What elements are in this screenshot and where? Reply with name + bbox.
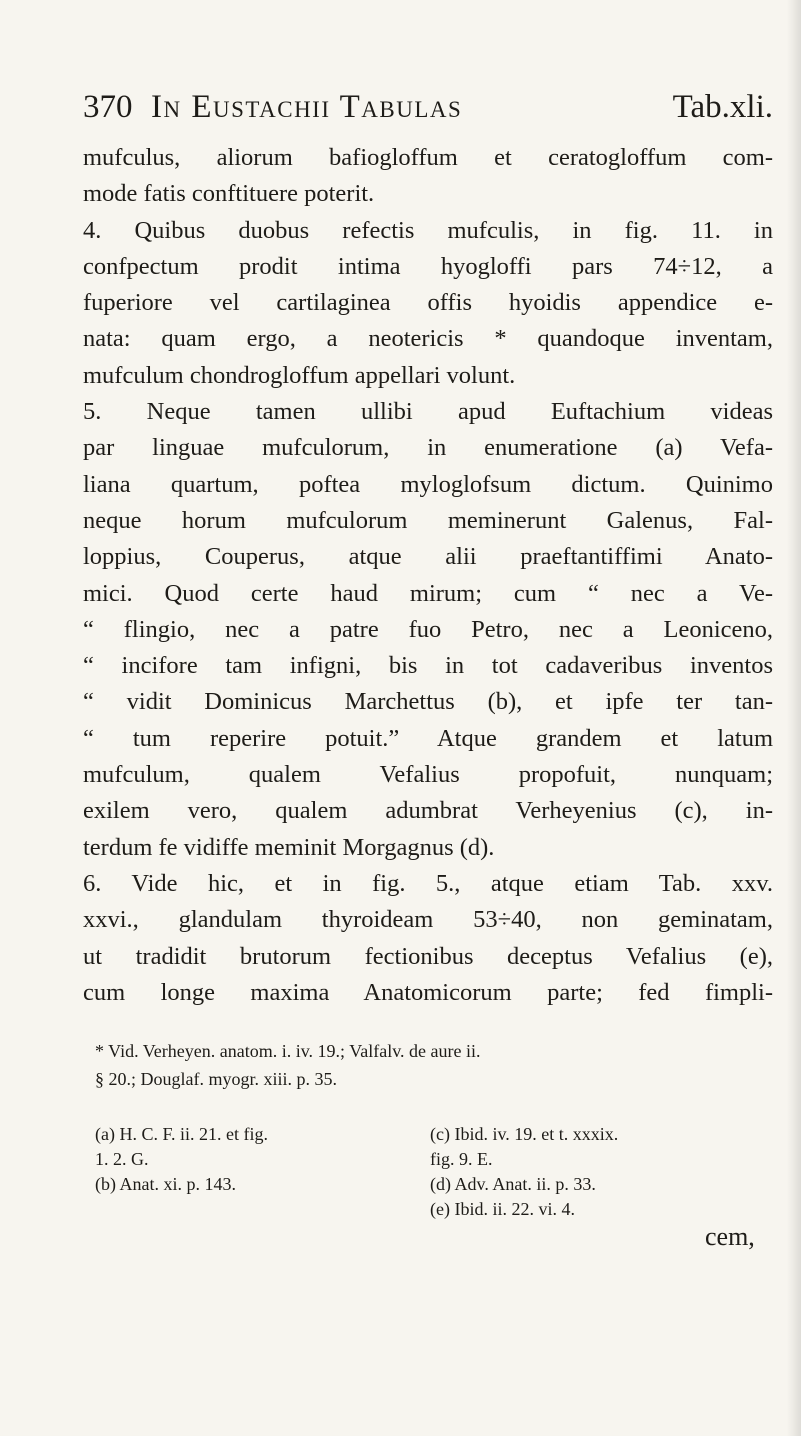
reference-line: (c) Ibid. iv. 19. et t. xxxix.	[430, 1124, 619, 1144]
text-line: mici. Quod certe haud mirum; cum “ nec a Ve-	[83, 579, 773, 607]
text-line: fuperiore vel cartilaginea offis hyoidis appendice e-	[83, 289, 773, 317]
running-title: In Eustachii Tabulas	[151, 89, 463, 125]
reference-line: fig. 9. E.	[430, 1149, 493, 1169]
text-line: xxvi., glandulam thyroideam 53÷40, non geminatam,	[83, 906, 773, 934]
text-line: 5. Neque tamen ullibi apud Euftachium videas	[83, 398, 773, 426]
main-text	[83, 140, 773, 1011]
text-line: nata: quam ergo, a neotericis * quandoque inventam,	[83, 325, 773, 353]
text-line: neque horum mufculorum meminerunt Galenus, Fal-	[83, 506, 773, 534]
text-line: mufculum, qualem Vefalius propofuit, nunquam;	[83, 761, 773, 789]
references-right-column	[430, 1122, 785, 1222]
text-line: “ incifore tam infigni, bis in tot cadaveribus inventos	[83, 652, 773, 680]
text-line: confpectum prodit intima hyogloffi pars 74÷12, a	[83, 252, 773, 280]
reference-line: (d) Adv. Anat. ii. p. 33.	[430, 1174, 596, 1194]
running-header	[83, 84, 773, 130]
text-line: ut tradidit brutorum fectionibus deceptus Vefalius (e),	[83, 942, 773, 970]
text-line: par linguae mufculorum, in enumeratione (a) Vefa-	[83, 434, 773, 462]
text-line: mufculum chondrogloffum appellari volunt.	[83, 361, 516, 389]
footnote-line: * Vid. Verheyen. anatom. i. iv. 19.; Valfalv. de aure ii.	[95, 1041, 481, 1061]
text-line: mode fatis conftituere poterit.	[83, 180, 375, 208]
text-line: cum longe maxima Anatomicorum parte; fed fimpli-	[83, 978, 773, 1006]
text-line: exilem vero, qualem adumbrat Verheyenius (c), in-	[83, 797, 773, 825]
table-reference: Tab.xli.	[672, 89, 773, 125]
reference-line: (b) Anat. xi. p. 143.	[95, 1174, 236, 1194]
reference-line: (e) Ibid. ii. 22. vi. 4.	[430, 1199, 575, 1219]
text-line: “ vidit Dominicus Marchettus (b), et ipfe ter tan-	[83, 688, 773, 716]
references-left-column	[95, 1122, 415, 1197]
text-line: terdum fe vidiffe meminit Morgagnus (d).	[83, 833, 495, 861]
reference-line: 1. 2. G.	[95, 1149, 149, 1169]
page-number: 370	[83, 89, 133, 125]
text-line: liana quartum, poftea myloglofsum dictum. Quinimo	[83, 470, 773, 498]
text-line: mufculus, aliorum bafiogloffum et ceratogloffum com-	[83, 144, 773, 171]
page-spine-shadow	[787, 0, 801, 1436]
catchword: cem,	[705, 1222, 755, 1251]
text-line: 6. Vide hic, et in fig. 5., atque etiam Tab. xxv.	[83, 869, 773, 897]
footnote-star	[95, 1037, 785, 1093]
reference-line: (a) H. C. F. ii. 21. et fig.	[95, 1124, 269, 1144]
text-line: loppius, Couperus, atque alii praeftantiffimi Anato-	[83, 543, 773, 571]
text-line: “ tum reperire potuit.” Atque grandem et latum	[83, 724, 773, 752]
text-line: “ flingio, nec a patre fuo Petro, nec a Leoniceno,	[83, 615, 773, 643]
text-line: 4. Quibus duobus refectis mufculis, in fig. 11. in	[83, 216, 773, 244]
footnote-line: § 20.; Douglaf. myogr. xiii. p. 35.	[95, 1069, 337, 1089]
